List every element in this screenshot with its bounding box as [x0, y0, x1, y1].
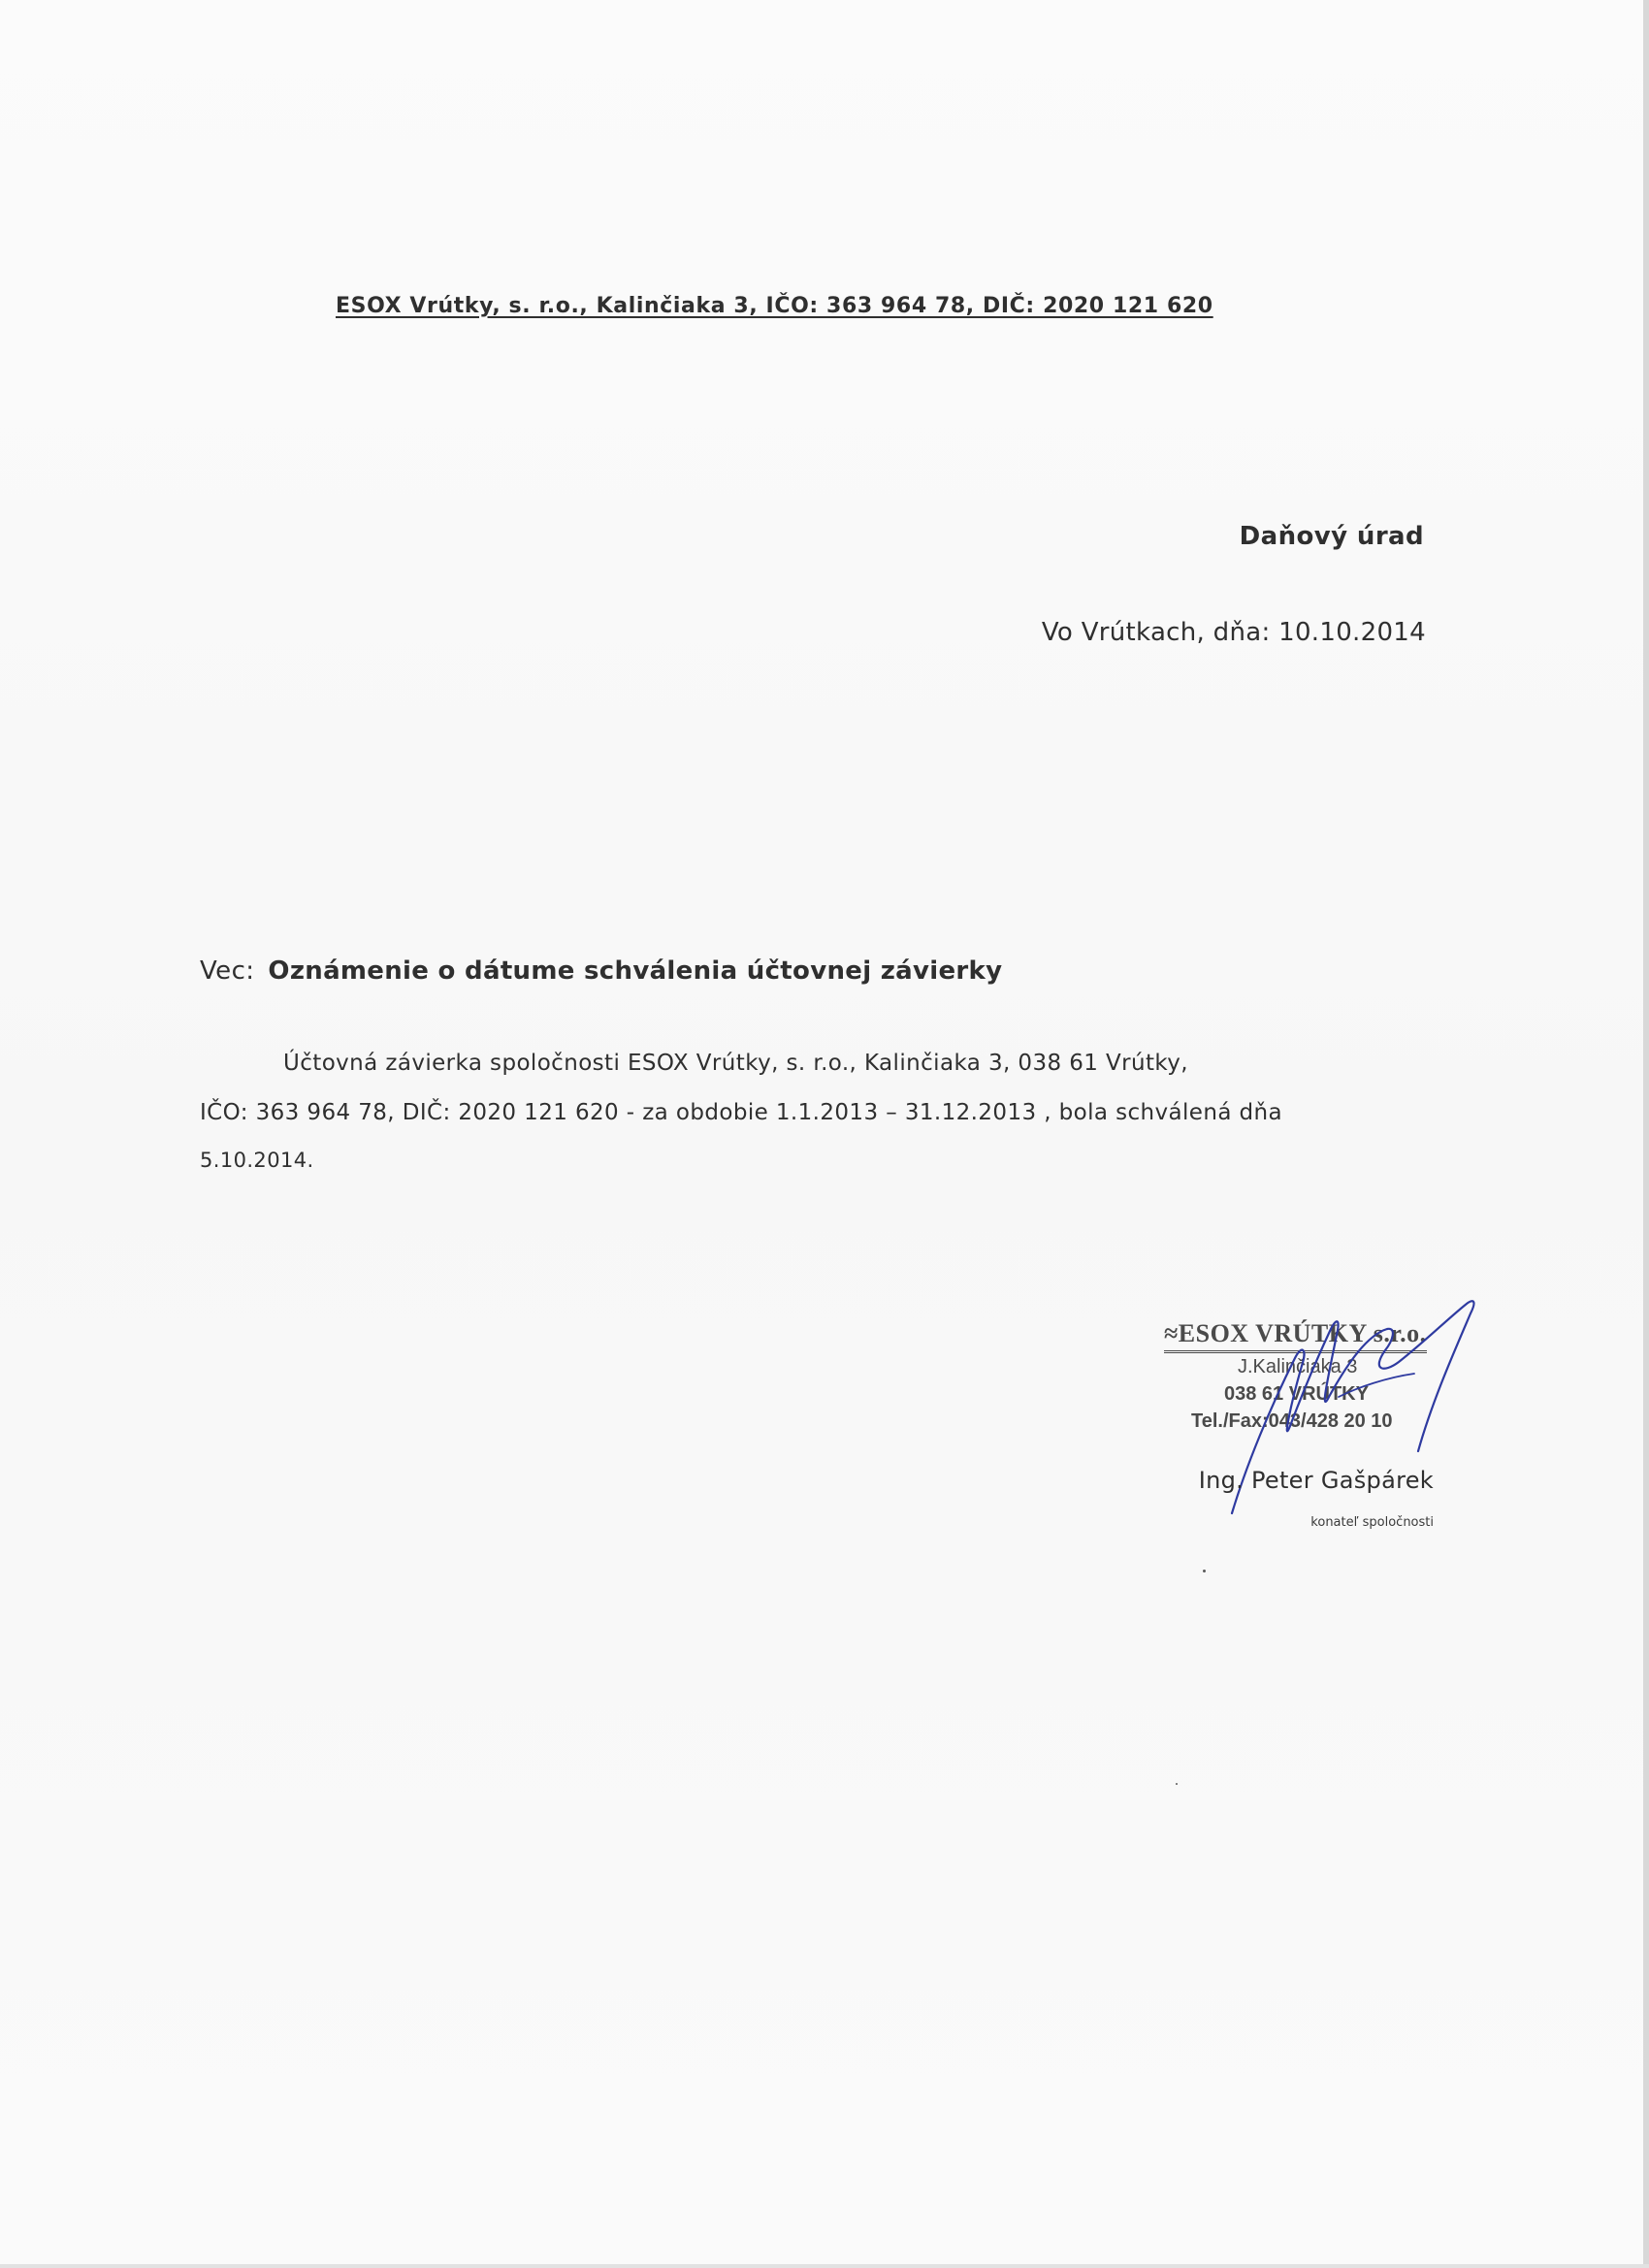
stamp-street: J.Kalinčiaka 3 — [1238, 1356, 1358, 1377]
recipient: Daňový úrad — [1239, 522, 1424, 551]
letterhead: ESOX Vrútky, s. r.o., Kalinčiaka 3, IČO: 363 964 78, DIČ: 2020 121 620 — [336, 294, 1213, 318]
scan-edge-bottom — [0, 2264, 1649, 2268]
body-line-1: Účtovná závierka spoločnosti ESOX Vrútky, s. r.o., Kalinčiaka 3, 038 61 Vrútky, — [283, 1051, 1189, 1076]
stamp-city: 038 61 VRÚTKY — [1224, 1383, 1369, 1405]
body-line-3: 5.10.2014. — [200, 1149, 314, 1172]
signatory-role: konateľ spoločnosti — [1310, 1515, 1434, 1530]
subject-text: Oznámenie o dátume schválenia účtovnej závierky — [268, 956, 1003, 986]
stamp-company-name: ≈ESOX VRÚTKY s.r.o. — [1164, 1319, 1427, 1353]
subject-label: Vec: — [200, 956, 255, 986]
scan-speck — [1176, 1783, 1178, 1785]
place-date: Vo Vrútkach, dňa: 10.10.2014 — [1041, 618, 1426, 647]
handwritten-signature — [1193, 1280, 1484, 1533]
subject-line — [200, 956, 1002, 986]
scan-edge-right — [1643, 0, 1649, 2268]
scan-speck — [1203, 1570, 1206, 1572]
body-line-2: IČO: 363 964 78, DIČ: 2020 121 620 - za obdobie 1.1.2013 – 31.12.2013 , bola schválená dňa — [200, 1100, 1283, 1125]
stamp-phone: Tel./Fax:043/428 20 10 — [1191, 1410, 1393, 1432]
signatory-name: Ing. Peter Gašpárek — [1198, 1467, 1434, 1494]
